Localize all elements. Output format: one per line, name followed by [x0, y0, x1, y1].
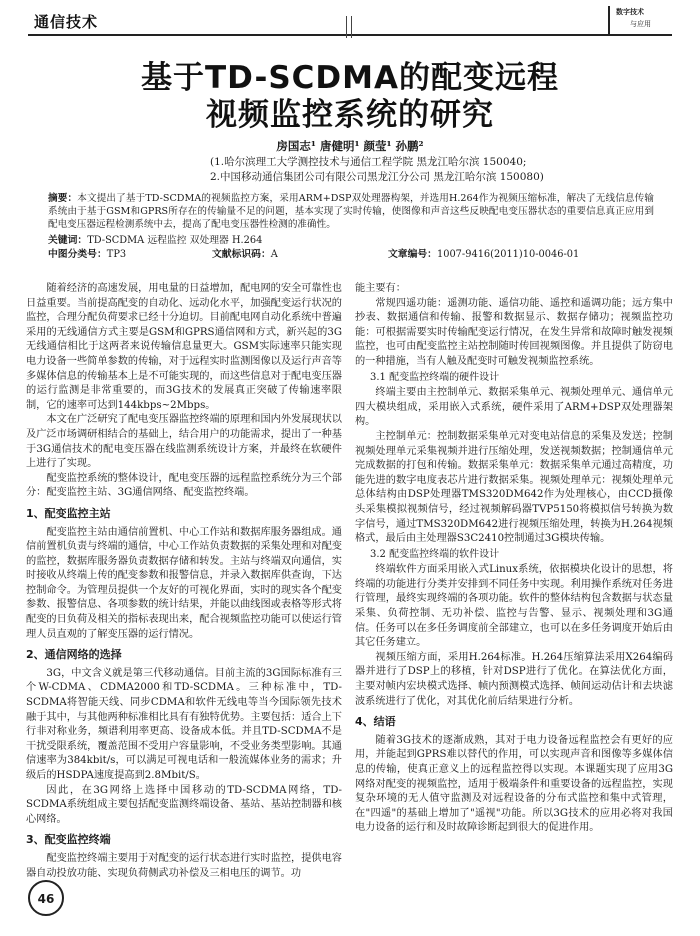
logo-line2: 与应用 [630, 20, 651, 28]
paragraph: 终端主要由主控制单元、数据采集单元、视频处理单元、通信单元四大模块组成，采用嵌入式系统，硬件采用了ARM+DSP双处理器架构。 [355, 387, 673, 428]
doc-code-label: 文献标识码： [212, 249, 271, 260]
page-header [28, 6, 672, 36]
abstract-text: 本文提出了基于TD-SCDMA的视频监控方案，采用ARM+DSP双处理器构架，并选用H.264作为视频压缩标准，解决了无线信息传输系统由于基于GSM和GPRS所存在的传输量不足的问题，基本实现了实时传输，使图像和声音这些反映配电变压器状态的重要信息真正应用到配电变压器远程检测系统中去，提高了配电变压器性检测的准确性。 [48, 193, 655, 230]
clc-value: TP3 [106, 249, 127, 260]
logo-line1: 数字技术 [616, 8, 644, 16]
body-column-right [355, 282, 673, 836]
paragraph: 视频压缩方面，采用H.264标准。H.264压缩算法采用X264编码器并进行了DSP上的移植，针对DSP进行了优化。在算法优化方面，主要对帧内宏块模式选择、帧内预测模式选择、帧间运动估计和去块滤波系统进行了优化，对其优化前后结果进行分析。 [355, 651, 673, 707]
affiliation-1: (1.哈尔滨理工大学测控技术与通信工程学院 黑龙江哈尔滨 150040; [210, 156, 527, 168]
keywords-label: 关键词： [48, 235, 88, 246]
magazine-logo [608, 6, 672, 34]
page-number: 46 [37, 892, 55, 906]
article-number-label: 文章编号： [388, 249, 437, 260]
paragraph: 主控制单元：控制数据采集单元对变电站信息的采集及发送；控制视频处理单元采集视频并进行压缩处理，发送视频数据；控制通信单元完成数据的打包和传输。数据采集单元：数据采集单元通过高精度，功能先进的数字电度表芯片进行数据采集。视频处理单元：视频处理单元总体结构由DSP处理器TMS320DM642作为处理核心，由CCD摄像头采集模拟视频信号，经过视频解码器TVP5150将模拟信号转换为数字信号，通过TMS320DM642进行视频压缩处理，转换为H.264视频格式，最后由主处理器S3C2410控制通过3G模块传输。 [355, 430, 673, 545]
paragraph: 本文在广泛研究了配电变压器监控终端的原理和国内外发展现状以及广泛市场调研相结合的基础上，结合用户的功能需求，提出了一种基于3G通信技术的配电变压器在线监测系统设计方案，并最终在软硬件上进行了实现。 [26, 414, 342, 470]
article-number [388, 246, 579, 260]
section-heading: 4、结语 [355, 715, 396, 729]
body-column-left [26, 282, 342, 881]
section-heading: 3、配变监控终端 [26, 833, 111, 847]
paragraph: 随着经济的高速发展，用电量的日益增加，配电网的安全可靠性也日益重要。当前提高配变的自动化、远动化水平，加强配变运行状况的监控，合理分配负荷要求已经十分迫切。目前配电网自动化系统中普遍采用的无线通信方式主要是GSM和GPRS通信网和方式，新兴起的3G无线通信相比于这两者来说传输信息量更大。GSM实际速率只能实现电力设备一些简单参数的传输，对于远程实时监测图像以及运行声音等多媒体信息的传输基本上是不可能实现的，而这些信息对于配电变压器的运行监测是非常重要的，而3G技术的发展真正突破了传输速率限制，它的速率可达到144kbps~2Mbps。 [26, 283, 342, 411]
article-title-line2: 视频监控系统的研究 [206, 97, 494, 133]
column-name: 通信技术 [34, 13, 99, 31]
paragraph: 随着3G技术的逐渐成熟，其对于电力设备远程监控会有更好的应用，并能起到GPRS难以替代的作用，可以实现声音和图像等多媒体信息的传输，使真正意义上的远程监控得以实现。本课题实现了应用3G网络对配变的视频监控，适用于极端条件和重要设备的远程监控，实现复杂环境的无人值守监测及对远程设备的分布式监控和集中式管理，在"四遥"的基础上增加了"遥视"功能。所以3G技术的应用必将对我国电力设备的运行和及时故障诊断起到很大的促进作用。 [355, 734, 673, 834]
paragraph: 能主要有： [355, 283, 406, 294]
abstract-label: 摘要： [48, 193, 78, 204]
section-heading: 1、配变监控主站 [26, 506, 111, 520]
paragraph: 因此，在3G网络上选择中国移动的TD-SCDMA网络，TD-SCDMA系统组成主要包括配变监测终端设备、基站、基站控制器和核心网络。 [26, 784, 342, 825]
section-heading: 2、通信网络的选择 [26, 648, 122, 662]
subsection-heading: 3.2 配变监控终端的软件设计 [370, 548, 500, 560]
keywords [48, 232, 262, 246]
keywords-text: TD-SCDMA 远程监控 双处理器 H.264 [87, 235, 263, 246]
paragraph: 配变监控主站由通信前置机、中心工作站和数据库服务器组成。通信前置机负责与终端的通信，中心工作站负责数据的采集处理和对配变的监控，数据库服务器负责数据存储和转发。主站与终端双向通信，实时接收从终端上传的配变参数和报警信息，并录入数据库供查询，下达控制命令。为管理员提供一个友好的可视化界面，实时的现实各个配变参数、报警信息、各项参数的统计结果，并能以曲线图或表格等形式将配变的日负荷及相关的指标表现出来，配合视频监控功能可以使运行管理人员直观的了解变压器的运行情况。 [26, 526, 342, 640]
paragraph: 常规四遥功能：遥测功能、遥信功能、遥控和遥调功能；远方集中抄表、数据通信和传输、报警和数据显示、数据存储功；视频监控功能：可根据需要实时传输配变运行情况，在发生异常和故障时触发视频监控，也可由配变监控主站控制随时传回视频图像。并且提供了防窃电的一种措施，当有人触及配变时可触发视频监控系统。 [355, 297, 673, 367]
author-list: 房国志¹ 唐健明¹ 颜莹¹ 孙鹏² [276, 139, 424, 153]
doc-code-value: A [270, 249, 278, 260]
document-code [212, 246, 278, 260]
clc-number [48, 246, 126, 260]
page-number-badge [28, 880, 64, 916]
subsection-heading: 3.1 配变监控终端的硬件设计 [370, 371, 500, 383]
header-divider [346, 16, 347, 38]
article-number-value: 1007-9416(2011)10-0046-01 [436, 249, 580, 260]
paragraph: 配变监控系统的整体设计，配电变压器的远程监控系统分为三个部分：配变监控主站、3G通信网络、配变监控终端。 [26, 472, 342, 499]
header-divider [351, 16, 352, 38]
abstract [48, 192, 654, 231]
paragraph: 配变监控终端主要用于对配变的运行状态进行实时监控，提供电容器自动投放功能、实现负荷侧武功补偿及三相电压的调节。功 [26, 852, 342, 879]
affiliation-2: 2.中国移动通信集团公司有限公司黑龙江分公司 黑龙江哈尔滨 150080) [210, 171, 544, 183]
paragraph: 终端软件方面采用嵌入式Linux系统，依据模块化设计的思想，将终端的功能进行分类并安排到不同任务中实现。利用操作系统对任务进行管理，最终实现终端的各项功能。软件的整体结构包含数据与状态量采集、负荷控制、无功补偿、监控与告警、显示、视频处理和3G通信。任务可以在多任务调度前全部建立，也可以在多任务调度开始后由其它任务建立。 [355, 564, 673, 649]
clc-label: 中图分类号： [48, 249, 107, 260]
article-title-line1: 基于TD-SCDMA的配变远程 [141, 60, 559, 96]
paragraph: 3G，中文含义就是第三代移动通信。目前主流的3G国际标准有三个W-CDMA、CDMA2000和TD-SCDMA。三种标准中，TD-SCDMA将智能天线、同步CDMA和软件无线电等当今国际领先技术融于其中，与其他两种标准相比具有有独特优势。主要包括：适合上下行非对称业务，频谱利用率更高、设备成本低。并且TD-SCDMA不是干扰受限系统，覆盖范围不受用户容量影响，不受业务类型影响。其通信速率为384kbit/s，可以满足可视电话和一般流媒体业务的需求；升级后的HSDPA速度提高到2.8Mbit/S。 [26, 667, 342, 781]
